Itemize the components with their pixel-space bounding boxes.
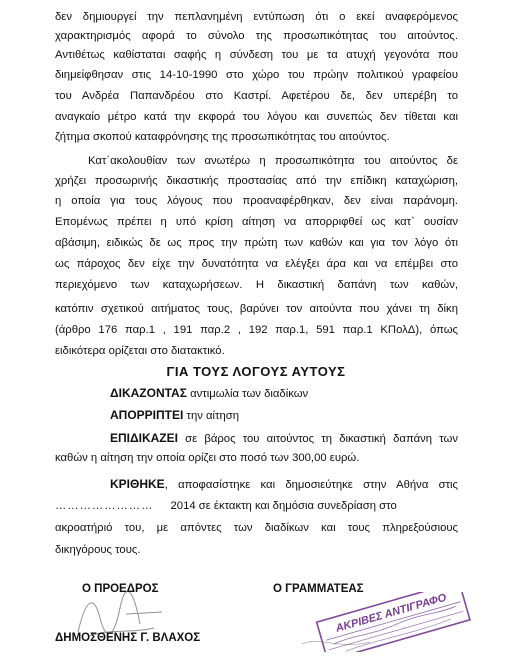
operative-verb: ΕΠΙΔΙΚΑΖΕΙ — [110, 431, 178, 445]
text-line: Κατ΄ακολουθίαν των ανωτέρω η προσωπικότητα του αιτούντος δε — [88, 155, 458, 167]
decision-text: , αποφασίστηκε και δημοσιεύτηκε στην Αθήνα στις — [164, 479, 458, 491]
operative-verb: ΑΠΟΡΡΙΠΤΕΙ — [110, 408, 184, 422]
text-line: αβάσιμη, ειδικώς δε ως προς την πρώτη των καθών και για τον λόγο ότι — [55, 237, 458, 249]
operative-epidikazei-line2: καθών η αίτηση την οποία ορίζει στο ποσό των 300,00 ευρώ. — [55, 452, 360, 464]
text-line: ζήτημα σκοπού καταφρόνησης της προσωπικότητας του αιτούντος. — [55, 131, 390, 143]
operative-epidikazei — [110, 431, 458, 446]
text-line: κατόπιν σχετικού αιτήματος τους, βαρύνει τον αιτούντα που χάνει τη δίκη — [55, 303, 458, 315]
text-line: ως πάροχος δεν είχε την δυνατότητα να ελέγξει άρα και να επέμβει στο — [55, 258, 458, 270]
operative-heading: ΓΙΑ ΤΟΥΣ ΛΟΓΟΥΣ ΑΥΤΟΥΣ — [166, 364, 346, 379]
operative-dikazontas — [110, 386, 308, 400]
official-stamp — [300, 592, 475, 652]
president-title: Ο ΠΡΟΕΔΡΟΣ — [82, 583, 159, 595]
text-line: χαρακτηρισμός αφορά το σύνολο της προσωπικότητας του αιτούντος. — [55, 30, 458, 42]
operative-text: την αίτηση — [186, 410, 240, 422]
text-line: του Ανδρέα Παπανδρέου στο Καστρί. Αφετέρου δε, δεν υπερέβη το — [55, 90, 458, 102]
decision-line-1 — [110, 477, 458, 492]
text-line: ειδικότερα ορίζεται στο διατακτικό. — [55, 345, 225, 357]
president-name: ΔΗΜΟΣΘΕΝΗΣ Γ. ΒΛΑΧΟΣ — [55, 632, 201, 644]
text-line: η οποία για τους λόγους που προαναφέρθηκαν, δεν είναι παράνομη. — [55, 195, 458, 207]
svg-text:ΑΚΡΙΒΕΣ ΑΝΤΙΓΡΑΦΟ: ΑΚΡΙΒΕΣ ΑΝΤΙΓΡΑΦΟ — [334, 592, 448, 635]
date-placeholder: …………………… — [55, 500, 154, 512]
decision-line-4: δικηγόρους τους. — [55, 544, 141, 556]
text-line: δεν δημιουργεί την πεπλανημένη εντύπωση ότι ο εκεί αναφερόμενος — [55, 11, 458, 23]
operative-aporriptei — [110, 408, 239, 422]
text-line: αναγκαίο μέτρο κατά την εκφορά του λόγου και συνεπώς δεν τίθεται και — [55, 111, 458, 123]
text-line: διημείφθησαν στις 14-10-1990 στο χώρο του πρώην πολιτικού γραφείου — [55, 69, 458, 81]
operative-text: σε βάρος του αιτούντος τη δικαστική δαπάνη των — [185, 433, 458, 445]
decision-text: 2014 σε έκτακτη και δημόσια συνεδρίαση στο — [170, 500, 397, 512]
decision-line-3: ακροατήριό του, με απόντες των διαδίκων και τους πληρεξούσιους — [55, 522, 458, 534]
operative-verb: ΔΙΚΑΖΟΝΤΑΣ — [110, 386, 187, 400]
text-line: Επομένως πρέπει η υπό κρίση αίτηση να απορριφθεί ως κατ` ουσίαν — [55, 216, 458, 228]
text-line: (άρθρο 176 παρ.1 , 191 παρ.2 , 192 παρ.1, 591 παρ.1 ΚΠολΔ), όπως — [55, 324, 458, 336]
text-line: περιεχόμενο των καταχωρήσεων. Η δικαστική δαπάνη των καθών, — [55, 279, 458, 291]
decision-verb: ΚΡΙΘΗΚΕ — [110, 477, 165, 491]
operative-text: αντιμωλία των διαδίκων — [190, 388, 309, 400]
text-line: Αντιθέτως καθίσταται σαφής η σύνδεση του με τα ατυχή γεγονότα που — [55, 49, 458, 61]
secretary-title: Ο ΓΡΑΜΜΑΤΕΑΣ — [273, 583, 364, 595]
decision-line-2 — [55, 499, 458, 513]
text-line: χρήζει προσωρινής δικαστικής προστασίας από την επίδικη καταχώριση, — [55, 175, 458, 187]
